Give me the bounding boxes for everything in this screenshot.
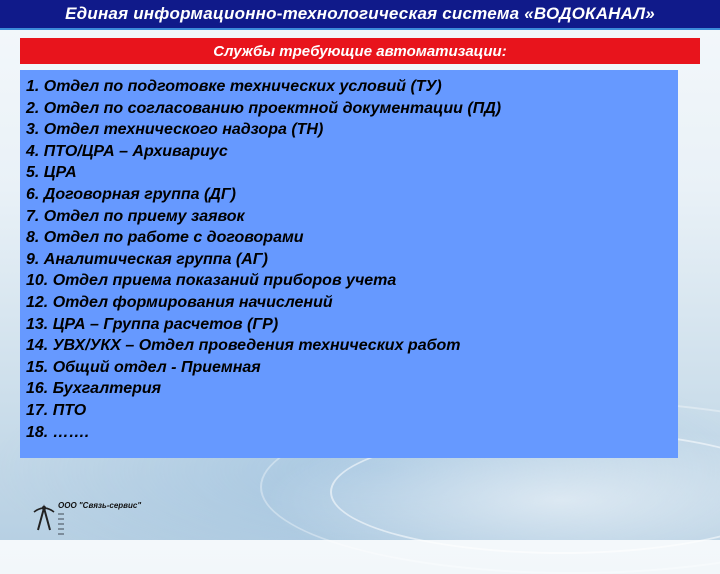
list-item: 15. Общий отдел - Приемная [26,358,261,376]
list-item: 8. Отдел по работе с договорами [26,229,304,247]
list-item: 17. ПТО [26,401,87,419]
system-title: Единая информационно-технологическая система «ВОДОКАНАЛ» [65,4,655,23]
services-list-panel [20,70,678,458]
list-item: 18. ……. [26,423,90,441]
list-item: 16. Бухгалтерия [26,380,162,398]
section-header-banner [20,38,700,64]
list-item: 6. Договорная группа (ДГ) [26,185,236,203]
list-item: 2. Отдел по согласованию проектной документации (ПД) [26,99,502,117]
section-header-text: Службы требующие автоматизации: [213,42,507,60]
list-item: 7. Отдел по приему заявок [26,207,245,225]
list-item: 14. УВХ/УКХ – Отдел проведения технических работ [26,337,461,355]
list-item: 3. Отдел технического надзора (ТН) [26,121,324,139]
list-item: 13. ЦРА – Группа расчетов (ГР) [26,315,279,333]
company-logo-icon [32,502,56,534]
company-logo [32,500,152,538]
title-bar [0,0,720,30]
list-item: 1. Отдел по подготовке технических условий (ТУ) [26,78,442,95]
company-name: ООО "Связь-сервис" [58,501,142,510]
list-item: 12. Отдел формирования начислений [26,293,333,311]
list-item: 9. Аналитическая группа (АГ) [26,250,268,268]
list-item: 10. Отдел приема показаний приборов учета [26,272,397,290]
company-tagline-lines [58,513,64,537]
list-item: 5. ЦРА [26,164,77,182]
list-item: 4. ПТО/ЦРА – Архивариус [26,142,228,160]
